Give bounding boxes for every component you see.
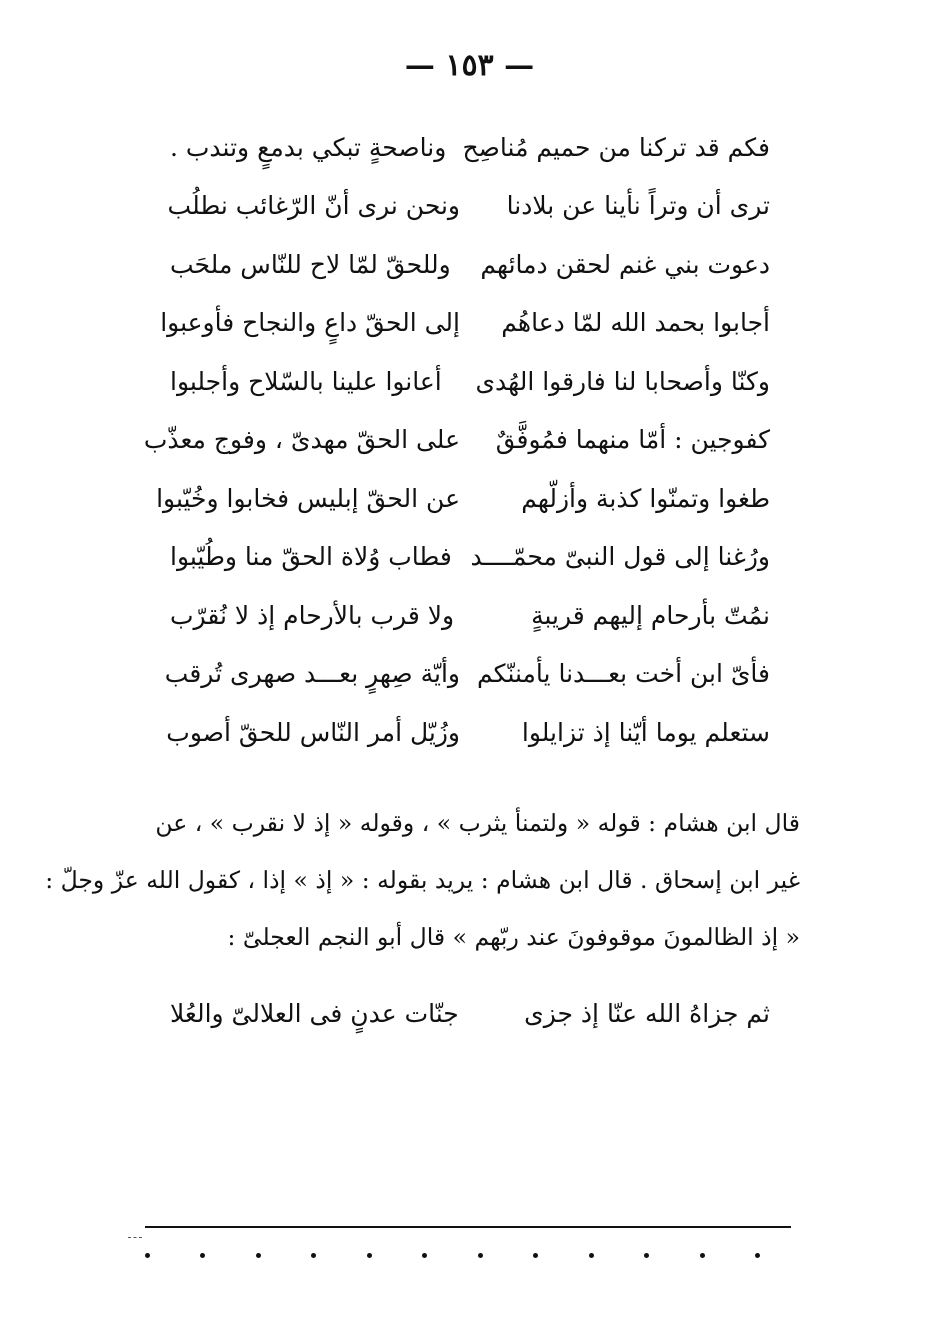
verse-second-hemistich: وناصحةٍ تبكي بدمعٍ وتندب . <box>170 132 447 162</box>
verse-second-hemistich: فطاب وُلاة الحقّ منا وطُيّبوا <box>170 542 452 572</box>
verse-second-hemistich: أعانوا علينا بالسّلاح وأجلبوا <box>170 366 442 396</box>
verse-second-hemistich: جنّات عدنٍ فى العلالىّ والعُلا <box>170 998 459 1028</box>
verse-second-hemistich: ولا قرب بالأرحام إذ لا نُقرّب <box>170 600 455 630</box>
page-number: — ١٥٣ — <box>404 48 535 83</box>
footer-dots <box>145 1253 765 1263</box>
verse-first-hemistich: طغوا وتمنّوا كذبة وأزلّهم <box>521 483 770 513</box>
verse-5 <box>170 352 770 411</box>
footer-dash <box>128 1237 142 1239</box>
footer-dot <box>256 1253 261 1258</box>
commentary-line: قال ابن هشام : قوله « ولتمنأ يثرب » ، وقوله « إذ لا نقرب » ، عن <box>155 809 800 837</box>
verse-2 <box>167 177 770 236</box>
footer-dot <box>200 1253 205 1258</box>
verse-3 <box>170 235 770 294</box>
footer-dot <box>644 1253 649 1258</box>
verse-second-hemistich: وأيّة صِهرٍ بعـــد صهرى تُرقب <box>164 659 460 689</box>
verse-first-hemistich: وكنّا وأصحابا لنا فارقوا الهُدى <box>475 366 770 396</box>
quoted-verse <box>170 988 770 1038</box>
verse-first-hemistich: فأىّ ابن أخت بعـــدنا يأمننّكم <box>477 659 770 689</box>
footer-dot <box>755 1253 760 1258</box>
commentary-paragraph <box>45 795 800 966</box>
footer-dot <box>145 1253 150 1258</box>
verse-first-hemistich: ورُغنا إلى قول النبىّ محمّــــد <box>470 542 770 572</box>
commentary-line: « إذ الظالمونَ موقوفونَ عند ربّهم » قال أبو النجم العجلىّ : <box>227 923 800 951</box>
verse-8 <box>170 528 770 587</box>
verse-first-hemistich: دعوت بني غنم لحقن دمائهم <box>480 249 770 279</box>
verse-second-hemistich: وللحقّ لمّا لاح للنّاس ملحَب <box>170 249 451 279</box>
verse-second-hemistich: عن الحقّ إبليس فخابوا وخُيّبوا <box>156 483 460 513</box>
verse-first-hemistich: نمُتّ بأرحام إليهم قريبةٍ <box>531 600 770 630</box>
verse-first-hemistich: كفوجين : أمّا منهما فمُوفَّقٌ <box>495 425 770 455</box>
poem <box>143 118 770 762</box>
footer-dot <box>700 1253 705 1258</box>
verse-7 <box>156 469 770 528</box>
verse-11 <box>166 703 770 762</box>
footer-dot <box>589 1253 594 1258</box>
verse-6 <box>143 411 770 470</box>
commentary-line: غير ابن إسحاق . قال ابن هشام : يريد بقوله : « إذ » إذا ، كقول الله عزّ وجلّ : <box>45 866 800 894</box>
verse-second-hemistich: ونحن نرى أنّ الرّغائب نطلُب <box>167 191 460 221</box>
verse-4 <box>160 294 770 353</box>
footer-rule <box>145 1226 791 1228</box>
verse-first-hemistich: ترى أن وتراً نأينا عن بلادنا <box>506 191 770 221</box>
footer-dot <box>533 1253 538 1258</box>
verse-second-hemistich: إلى الحقّ داعٍ والنجاح فأوعبوا <box>160 308 460 338</box>
verse-9 <box>170 586 770 645</box>
verse-first-hemistich: أجابوا بحمد الله لمّا دعاهُم <box>501 308 770 338</box>
footer-dot <box>422 1253 427 1258</box>
footer-dot <box>311 1253 316 1258</box>
verse-first-hemistich: ثم جزاهُ الله عنّا إذ جزى <box>524 998 770 1028</box>
verse-second-hemistich: على الحقّ مهدىّ ، وفوج معذّب <box>143 425 460 455</box>
verse-first-hemistich: ستعلم يوما أيّنا إذ تزايلوا <box>521 717 770 747</box>
footer-dot <box>367 1253 372 1258</box>
footer-dot <box>478 1253 483 1258</box>
verse-10 <box>164 645 770 704</box>
verse-second-hemistich: وزُيّل أمر النّاس للحقّ أصوب <box>166 717 460 747</box>
verse-1 <box>170 118 770 177</box>
verse-first-hemistich: فكم قد تركنا من حميم مُناصِح <box>462 132 770 162</box>
